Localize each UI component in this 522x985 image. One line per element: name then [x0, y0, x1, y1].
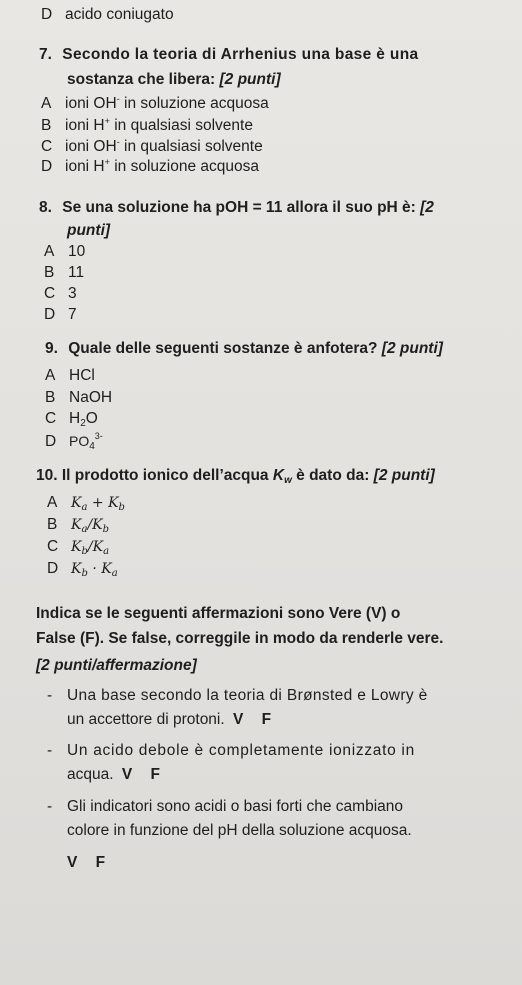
option-text: 10	[68, 243, 86, 260]
q10-title	[36, 467, 435, 486]
option-letter: B	[47, 516, 58, 533]
option-letter: C	[44, 285, 56, 302]
tf-answer-options	[67, 854, 105, 872]
option-letter: C	[41, 138, 53, 155]
q8-points-part2: punti]	[67, 222, 111, 239]
q9-title	[45, 340, 443, 358]
option-text: acido coniugato	[65, 6, 174, 23]
option-text: NaOH	[69, 389, 113, 406]
tf-item-line1: Un acido debole è completamente ionizzato in	[67, 742, 415, 759]
charge-superscript: -	[116, 137, 120, 147]
option-letter: B	[44, 264, 55, 281]
superscript: 3-	[94, 431, 103, 441]
q9-option-c	[45, 410, 98, 429]
option-text: 7	[68, 306, 77, 323]
bullet-dash: -	[47, 687, 53, 704]
q7-text-line2: sostanza che libera:	[67, 71, 216, 88]
q9-points: [2 punti]	[381, 340, 443, 357]
q7-title-line2	[67, 71, 281, 89]
tf-item-line2	[67, 711, 271, 729]
q8-option-c	[44, 285, 77, 303]
q7-text-line1: Secondo la teoria di Arrhenius una base è una	[62, 46, 419, 63]
option-text-pre: ioni OH	[65, 95, 117, 112]
q7-option-d	[41, 157, 259, 176]
option-formula: $K_a + K_b$	[71, 495, 125, 513]
option-text: 11	[68, 264, 85, 281]
q7-option-c	[41, 137, 263, 156]
q8-option-b	[44, 264, 84, 282]
q9-option-d	[45, 431, 103, 452]
option-letter: D	[47, 560, 59, 577]
option-text-post: in soluzione acquosa	[119, 95, 269, 112]
top-option	[41, 6, 174, 24]
q10-text: Il prodotto ionico dell’acqua	[61, 467, 269, 484]
q10-text-b: è dato da:	[296, 467, 370, 484]
option-text: PO	[69, 433, 90, 449]
q8-option-d	[44, 306, 77, 324]
option-letter: B	[45, 389, 56, 406]
tf-item-line1: Gli indicatori sono acidi o basi forti che cambiano	[67, 798, 404, 815]
option-text: HCl	[69, 367, 95, 384]
tf-item-line1: Una base secondo la teoria di Brønsted e Lowry è	[67, 687, 428, 704]
tf-item-line2	[67, 766, 160, 784]
q7-option-a	[41, 94, 269, 113]
q8-option-a	[44, 243, 85, 261]
q8-title-line1	[39, 199, 434, 217]
q9-option-b	[45, 389, 112, 407]
tf-intro-line2: False (F). Se false, correggile in modo da renderle vere.	[36, 630, 444, 647]
option-letter: D	[41, 158, 53, 175]
subscript: 2	[80, 418, 86, 429]
false-option[interactable]: F	[95, 854, 106, 871]
true-option[interactable]: V	[233, 711, 244, 728]
true-option[interactable]: V	[67, 854, 78, 871]
q10-option-c	[47, 538, 109, 557]
q7-number: 7.	[39, 46, 52, 63]
option-letter: C	[45, 410, 57, 427]
option-formula: $K_b/K_a$	[71, 539, 110, 557]
charge-superscript: +	[104, 116, 110, 126]
q8-text-line1: Se una soluzione ha pOH = 11 allora il suo pH è:	[62, 199, 416, 216]
option-text-pre: ioni OH	[65, 138, 117, 155]
option-text-pre: ioni H	[65, 158, 105, 175]
option-text-post: in qualsiasi solvente	[109, 117, 253, 134]
option-text-post: in qualsiasi solvente	[119, 138, 263, 155]
option-text-post: O	[85, 410, 98, 427]
true-option[interactable]: V	[121, 766, 133, 783]
bullet-dash: -	[47, 798, 53, 815]
q9-option-a	[45, 367, 95, 385]
option-letter: A	[44, 243, 55, 260]
q10-option-b	[47, 516, 109, 535]
q10-number: 10.	[36, 467, 58, 484]
false-option[interactable]: F	[150, 766, 160, 783]
q7-option-b	[41, 116, 253, 135]
option-letter: C	[47, 538, 59, 555]
charge-superscript: -	[116, 94, 120, 104]
q7-title-line1	[39, 46, 419, 64]
q9-text: Quale delle seguenti sostanze è anfotera?	[68, 340, 378, 357]
q10-option-a	[47, 494, 125, 513]
q10-option-d	[47, 560, 118, 579]
option-letter: D	[44, 306, 56, 323]
tf-item-line2: colore in funzione del pH della soluzione acquosa.	[67, 822, 412, 839]
q9-number: 9.	[45, 340, 58, 357]
q8-number: 8.	[39, 199, 52, 216]
charge-superscript: +	[104, 157, 110, 167]
false-option[interactable]: F	[261, 711, 272, 728]
tf-statement-end: acqua.	[67, 766, 114, 783]
option-text: H	[69, 410, 81, 427]
option-text-pre: ioni H	[65, 117, 105, 134]
bullet-dash: -	[47, 742, 53, 759]
option-letter: A	[45, 367, 56, 384]
tf-points: [2 punti/affermazione]	[36, 657, 197, 674]
option-text-post: in soluzione acquosa	[109, 158, 259, 175]
option-formula: $K_a/K_b$	[71, 517, 110, 535]
q10-points: [2 punti]	[373, 467, 435, 484]
tf-statement-end: un accettore di protoni.	[67, 711, 225, 728]
q10-kw: Kw	[272, 467, 292, 486]
option-text: 3	[68, 285, 77, 302]
option-letter: A	[41, 95, 52, 112]
option-letter: A	[47, 494, 58, 511]
q8-points-part1: [2	[420, 199, 434, 216]
option-letter: D	[41, 6, 53, 23]
option-letter: B	[41, 117, 52, 134]
q7-points: [2 punti]	[219, 71, 281, 88]
tf-intro-line1: Indica se le seguenti affermazioni sono Vere (V) o	[36, 605, 401, 622]
subscript: 4	[89, 441, 95, 452]
option-formula: $K_b \cdot K_a$	[71, 561, 118, 579]
option-letter: D	[45, 433, 57, 450]
